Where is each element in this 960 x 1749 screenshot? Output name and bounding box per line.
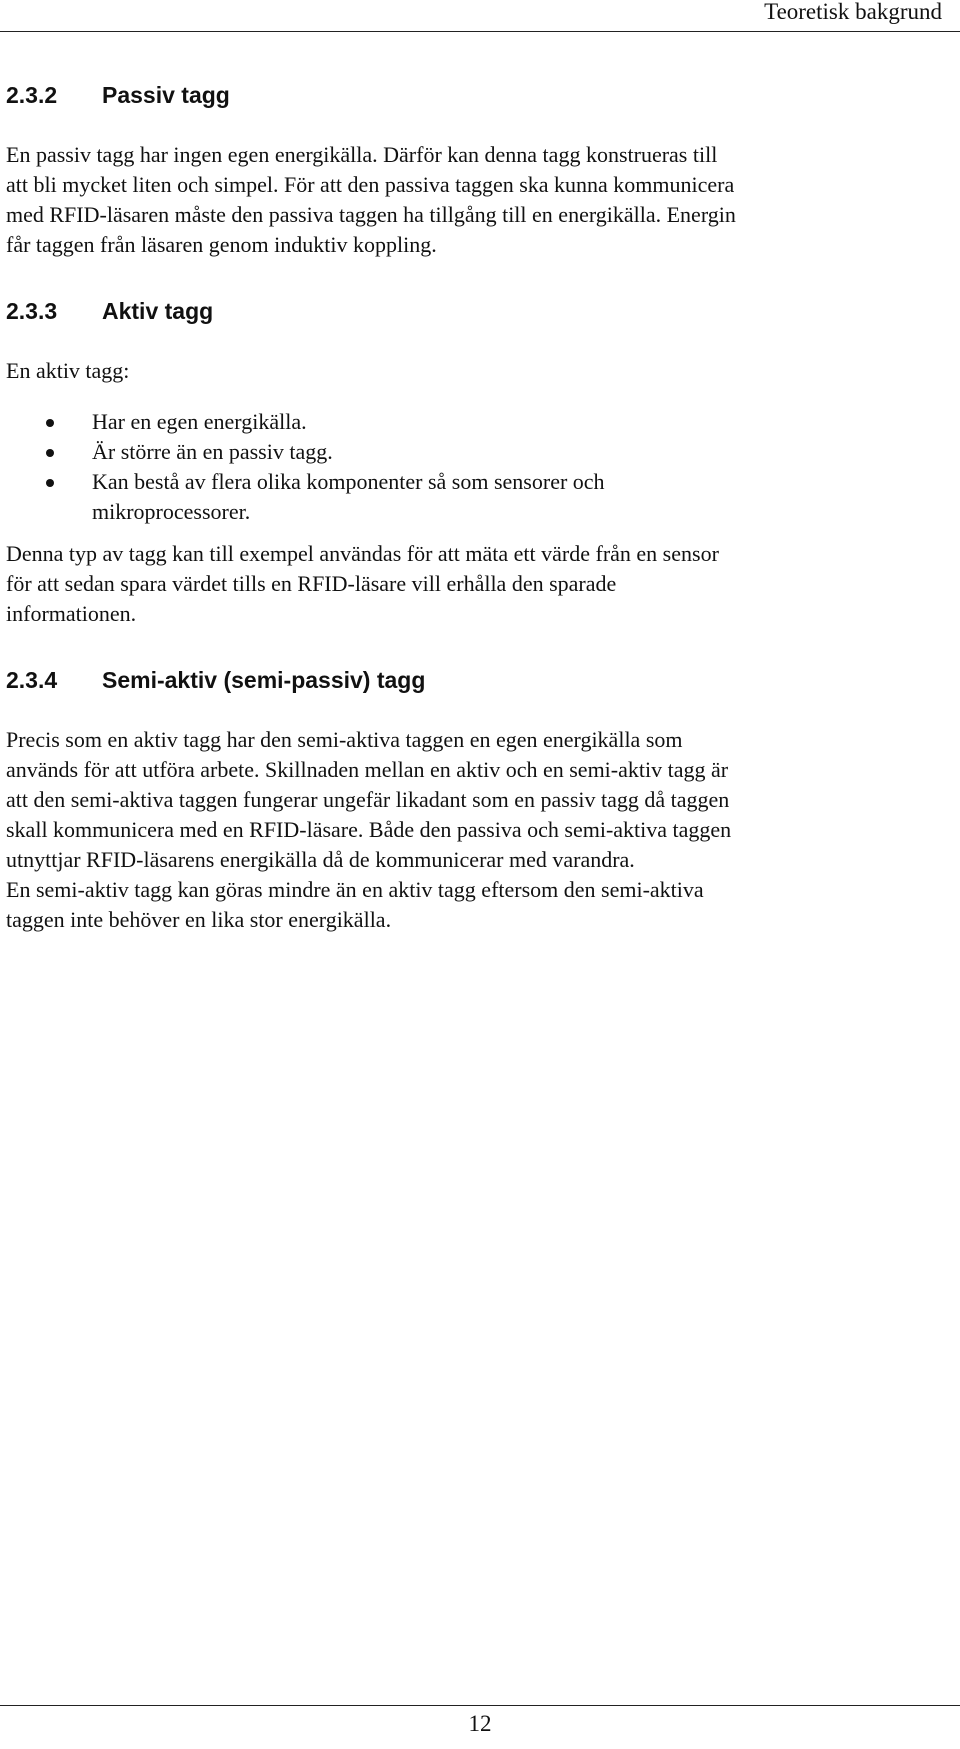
section-title: Aktiv tagg [102, 298, 214, 324]
list-item [6, 407, 951, 437]
list-item [6, 467, 951, 497]
paragraph-line: Precis som en aktiv tagg har den semi-aktiva taggen en egen energikälla som [6, 727, 683, 752]
paragraph-line: används för att utföra arbete. Skillnaden mellan en aktiv och en semi-aktiv tagg är [6, 757, 729, 782]
footer-rule [0, 1705, 960, 1706]
list-item-text: Kan bestå av flera olika komponenter så som sensorer och [92, 469, 605, 494]
paragraph-line: för att sedan spara värdet tills en RFID-läsare vill erhålla den sparade [6, 571, 617, 596]
paragraph-line: En passiv tagg har ingen egen energikälla. Därför kan denna tagg konstrueras till [6, 142, 718, 167]
page-content [6, 80, 951, 935]
bullet-icon [46, 419, 54, 427]
list-item-text: mikroprocessorer. [92, 499, 251, 524]
paragraph-line: att den semi-aktiva taggen fungerar ungefär likadant som en passiv tagg då taggen [6, 787, 730, 812]
paragraph-line: med RFID-läsaren måste den passiva taggen ha tillgång till en energikälla. Energin [6, 202, 736, 227]
paragraph-line: att bli mycket liten och simpel. För att den passiva taggen ska kunna kommunicera [6, 172, 735, 197]
paragraph-semiaktiv [6, 725, 951, 935]
paragraph-passiv [6, 140, 951, 260]
list-item-continuation [6, 497, 951, 527]
section-heading-semiaktiv [6, 665, 951, 695]
section-number: 2.3.4 [6, 667, 58, 693]
list-item-text: Har en egen energikälla. [92, 409, 307, 434]
paragraph-line: taggen inte behöver en lika stor energikälla. [6, 907, 392, 932]
bullet-list [6, 407, 951, 527]
running-header [0, 0, 960, 32]
paragraph-line: får taggen från läsaren genom induktiv koppling. [6, 232, 437, 257]
list-item [6, 437, 951, 467]
section-heading-aktiv [6, 296, 951, 326]
section-number: 2.3.3 [6, 298, 58, 324]
paragraph-aktiv [6, 539, 951, 629]
section-title: Semi-aktiv (semi-passiv) tagg [102, 667, 426, 693]
section-title: Passiv tagg [102, 82, 230, 108]
bullet-icon [46, 449, 54, 457]
list-item-text: Är större än en passiv tagg. [92, 439, 333, 464]
paragraph-line: En semi-aktiv tagg kan göras mindre än en aktiv tagg eftersom den semi-aktiva [6, 877, 704, 902]
list-intro: En aktiv tagg: [6, 358, 130, 383]
paragraph-line: informationen. [6, 601, 137, 626]
paragraph-line: skall kommunicera med en RFID-läsare. Både den passiva och semi-aktiva taggen [6, 817, 732, 842]
section-heading-passiv [6, 80, 951, 110]
paragraph-line: Denna typ av tagg kan till exempel användas för att mäta ett värde från en sensor [6, 541, 719, 566]
page-number: 12 [468, 1711, 492, 1736]
section-number: 2.3.2 [6, 82, 58, 108]
running-header-title: Teoretisk bakgrund [764, 0, 942, 24]
bullet-icon [46, 479, 54, 487]
paragraph-line: utnyttjar RFID-läsarens energikälla då de kommunicerar med varandra. [6, 847, 635, 872]
